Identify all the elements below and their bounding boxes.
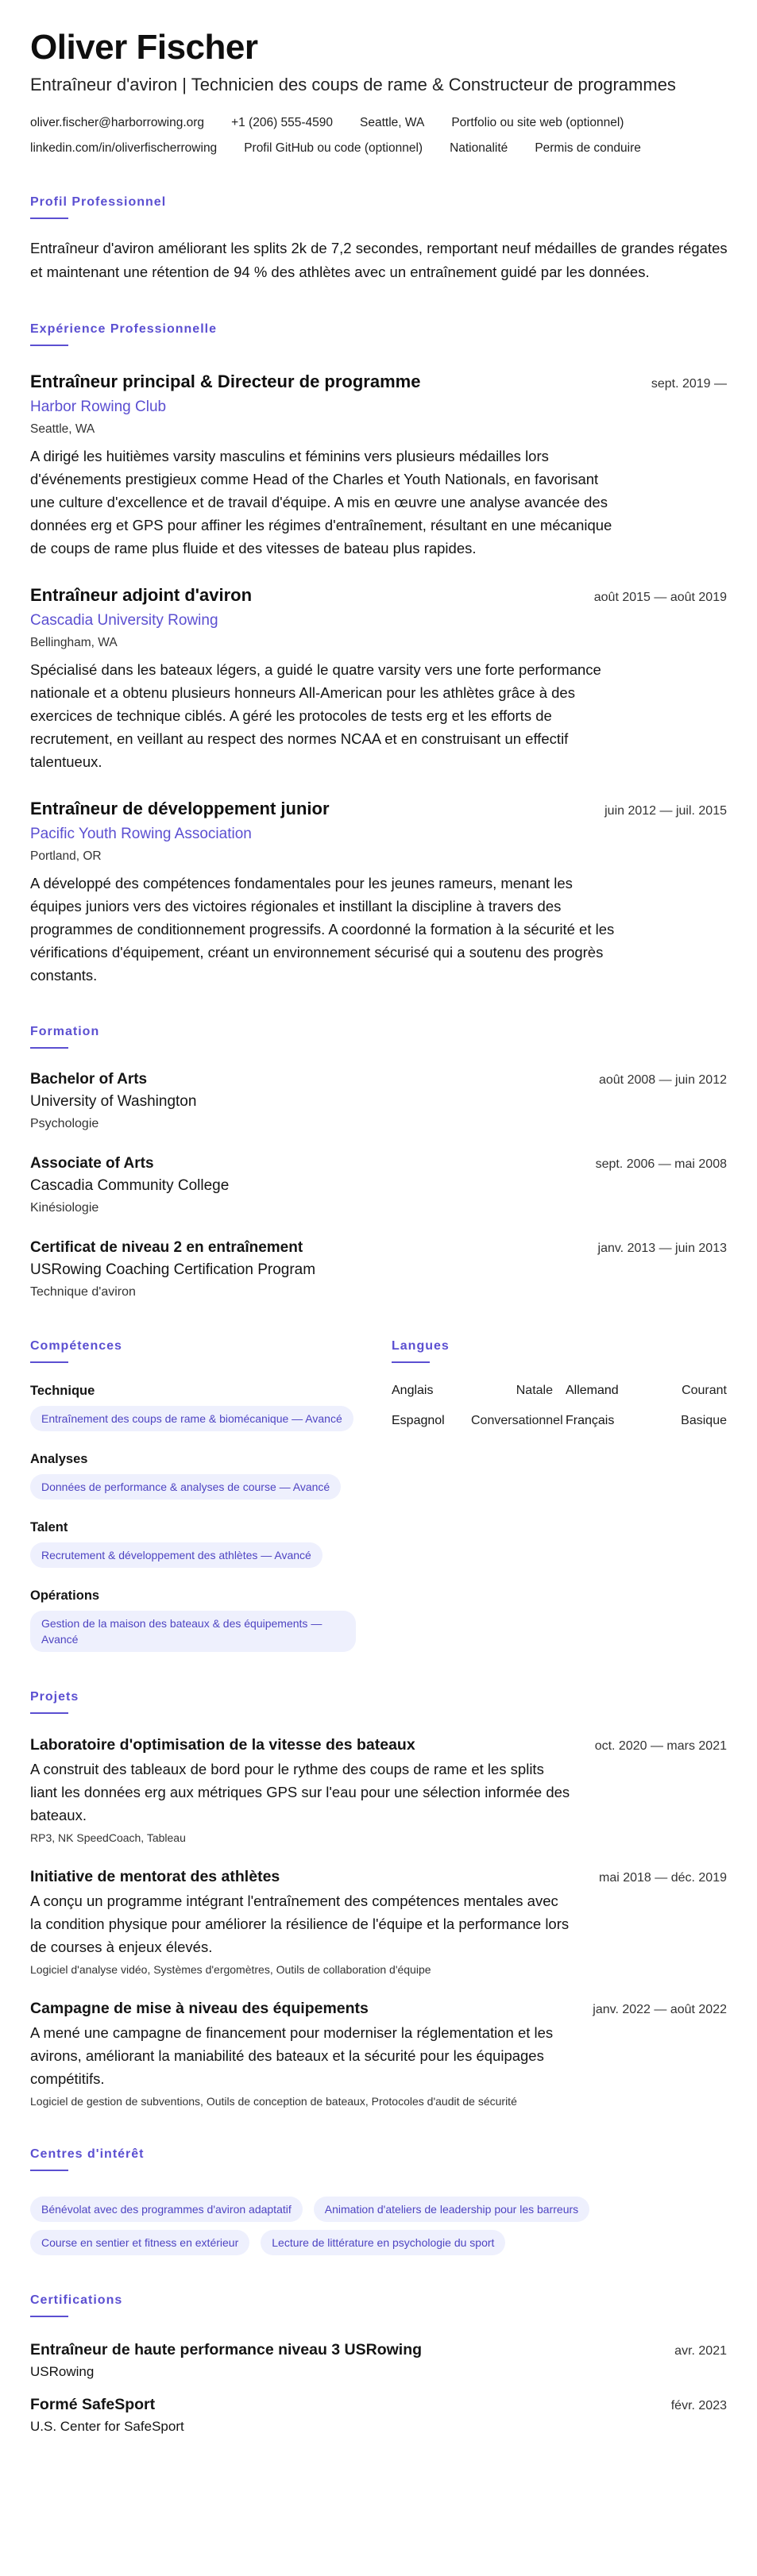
headline: Entraîneur d'aviron | Technicien des coups de rame & Constructeur de programmes bbox=[30, 75, 676, 94]
project-entry bbox=[30, 1735, 727, 1846]
project-entry bbox=[30, 1866, 727, 1977]
interest-pill: Animation d'ateliers de leadership pour les barreurs bbox=[314, 2197, 589, 2222]
project-title: Campagne de mise à niveau des équipements bbox=[30, 2000, 369, 2017]
education-field: Kinésiologie bbox=[30, 1201, 99, 1215]
section-projects bbox=[30, 1688, 727, 2109]
job-date: août 2015 — août 2019 bbox=[593, 591, 727, 604]
skill-pill: Données de performance & analyses de course — Avancé bbox=[30, 1474, 341, 1500]
job-location: Portland, OR bbox=[30, 849, 102, 863]
section-title-interests: Centres d'intérêt bbox=[30, 2147, 145, 2161]
project-description: A mené une campagne de financement pour moderniser la réglementation et les avirons, améliorant la maniabilité des bateaux et la sécurité pour les équipages compétitifs. bbox=[30, 2024, 554, 2087]
certification-date: févr. 2023 bbox=[670, 2399, 727, 2412]
contact-license: Permis de conduire bbox=[535, 141, 641, 155]
job-entry bbox=[30, 797, 727, 987]
project-tools: Logiciel d'analyse vidéo, Systèmes d'ergomètres, Outils de collaboration d'équipe bbox=[30, 1963, 431, 1976]
contact-nationality: Nationalité bbox=[450, 141, 508, 155]
language-name: Allemand bbox=[566, 1384, 619, 1397]
section-divider bbox=[30, 1361, 68, 1363]
section-interests bbox=[30, 2146, 727, 2255]
section-divider bbox=[30, 218, 68, 219]
section-languages bbox=[392, 1301, 727, 1652]
education-field: Psychologie bbox=[30, 1117, 99, 1130]
contact-phone[interactable]: +1 (206) 555-4590 bbox=[231, 116, 334, 129]
section-title-education: Formation bbox=[30, 1025, 100, 1038]
project-date: janv. 2022 — août 2022 bbox=[593, 2003, 727, 2016]
education-entry bbox=[30, 1069, 727, 1133]
section-skills bbox=[30, 1301, 392, 1652]
section-certifications bbox=[30, 2292, 727, 2436]
interest-pill: Bénévolat avec des programmes d'aviron adaptatif bbox=[30, 2197, 303, 2222]
section-divider bbox=[30, 1712, 68, 1714]
skill-group bbox=[30, 1519, 392, 1568]
job-company: Pacific Youth Rowing Association bbox=[30, 826, 252, 842]
section-title-experience: Expérience Professionnelle bbox=[30, 322, 217, 336]
skill-pill: Entraînement des coups de rame & biomécanique — Avancé bbox=[30, 1406, 353, 1431]
contact-portfolio[interactable]: Portfolio ou site web (optionnel) bbox=[451, 116, 624, 129]
job-entry bbox=[30, 370, 727, 560]
section-experience bbox=[30, 321, 727, 987]
skill-group-name: Talent bbox=[30, 1520, 68, 1534]
language-level: Courant bbox=[682, 1384, 727, 1397]
certification-entry bbox=[30, 2394, 727, 2436]
section-title-languages: Langues bbox=[392, 1339, 450, 1353]
job-title: Entraîneur de développement junior bbox=[30, 799, 330, 818]
skill-pill: Gestion de la maison des bateaux & des équipements — Avancé bbox=[30, 1611, 356, 1652]
interest-list bbox=[30, 2189, 729, 2255]
section-title-projects: Projets bbox=[30, 1690, 79, 1704]
project-entry bbox=[30, 1998, 727, 2109]
education-degree: Bachelor of Arts bbox=[30, 1071, 148, 1088]
job-date: juin 2012 — juil. 2015 bbox=[604, 804, 727, 818]
skills-languages-row bbox=[30, 1301, 727, 1652]
language-list bbox=[392, 1382, 727, 1430]
education-field: Technique d'aviron bbox=[30, 1285, 136, 1299]
job-location: Bellingham, WA bbox=[30, 636, 118, 649]
section-divider bbox=[392, 1361, 430, 1363]
candidate-name: Oliver Fischer bbox=[30, 28, 258, 67]
skill-pill: Recrutement & développement des athlètes — Avancé bbox=[30, 1542, 322, 1568]
project-title: Laboratoire d'optimisation de la vitesse des bateaux bbox=[30, 1736, 415, 1754]
education-degree: Associate of Arts bbox=[30, 1155, 154, 1172]
contact-list bbox=[30, 114, 727, 157]
section-education bbox=[30, 1023, 727, 1301]
skill-group-name: Technique bbox=[30, 1384, 95, 1398]
project-tools: RP3, NK SpeedCoach, Tableau bbox=[30, 1831, 186, 1844]
language-name: Français bbox=[566, 1414, 615, 1427]
education-degree: Certificat de niveau 2 en entraînement bbox=[30, 1239, 303, 1256]
contact-github[interactable]: Profil GitHub ou code (optionnel) bbox=[244, 141, 423, 155]
section-divider bbox=[30, 345, 68, 346]
job-description: A dirigé les huitièmes varsity masculins et féminins vers plusieurs médailles lors d'événements prestigieux comme Head of the Charles et Youth Nationals, en favorisant une culture d'excellence et de travail d'équipe. A mis en œuvre une analyse avancée des données erg et GPS pour affiner les régimes d'entraînement, résultant en une mécanique de coups de rame plus fluide et des vitesses de bateau plus rapides. bbox=[30, 448, 612, 556]
language-level: Natale bbox=[516, 1384, 553, 1397]
skill-group-name: Opérations bbox=[30, 1588, 100, 1603]
summary-text: Entraîneur d'aviron améliorant les splits 2k de 7,2 secondes, remportant neuf médailles de grandes régates et maintenant une rétention de 94 % des athlètes avec un entraînement guidé par les données. bbox=[30, 240, 728, 280]
job-title: Entraîneur adjoint d'aviron bbox=[30, 585, 253, 605]
education-school: USRowing Coaching Certification Program bbox=[30, 1261, 316, 1278]
skill-group bbox=[30, 1587, 392, 1652]
section-title-certifications: Certifications bbox=[30, 2293, 123, 2307]
resume-header bbox=[30, 27, 727, 157]
skill-group-name: Analyses bbox=[30, 1452, 88, 1466]
project-tools: Logiciel de gestion de subventions, Outils de conception de bateaux, Protocoles d'audit de sécurité bbox=[30, 2095, 517, 2108]
job-description: A développé des compétences fondamentales pour les jeunes rameurs, menant les équipes juniors vers des victoires régionales et instillant la discipline à travers des programmes de conditionnement progressifs. A coordonné la formation à la sécurité et les vérifications d'équipement, créant un environnement sécurisé qui a soutenu des progrès constants. bbox=[30, 875, 615, 984]
certification-issuer: USRowing bbox=[30, 2364, 95, 2379]
certification-date: avr. 2021 bbox=[674, 2344, 727, 2358]
education-entry bbox=[30, 1153, 727, 1217]
section-divider bbox=[30, 2170, 68, 2171]
language-name: Espagnol bbox=[392, 1414, 445, 1427]
project-date: oct. 2020 — mars 2021 bbox=[594, 1739, 727, 1753]
education-school: Cascadia Community College bbox=[30, 1177, 230, 1194]
project-description: A construit des tableaux de bord pour le rythme des coups de rame et les splits liant les données erg aux métriques GPS sur l'eau pour une sélection informée des bateaux. bbox=[30, 1761, 570, 1823]
education-date: sept. 2006 — mai 2008 bbox=[595, 1157, 727, 1171]
project-date: mai 2018 — déc. 2019 bbox=[599, 1871, 727, 1885]
education-date: août 2008 — juin 2012 bbox=[598, 1073, 727, 1087]
section-title-skills: Compétences bbox=[30, 1339, 122, 1353]
education-entry bbox=[30, 1238, 727, 1301]
contact-linkedin[interactable]: linkedin.com/in/oliverfischerrowing bbox=[30, 141, 218, 155]
job-date: sept. 2019 — bbox=[651, 377, 727, 391]
skill-group bbox=[30, 1450, 392, 1500]
language-name: Anglais bbox=[392, 1384, 434, 1397]
contact-location: Seattle, WA bbox=[360, 116, 425, 129]
certification-issuer: U.S. Center for SafeSport bbox=[30, 2419, 184, 2434]
section-divider bbox=[30, 1047, 68, 1049]
certification-title: Formé SafeSport bbox=[30, 2396, 156, 2413]
job-company: Cascadia University Rowing bbox=[30, 612, 218, 629]
education-date: janv. 2013 — juin 2013 bbox=[597, 1242, 727, 1255]
job-title: Entraîneur principal & Directeur de programme bbox=[30, 372, 421, 391]
contact-email[interactable]: oliver.fischer@harborrowing.org bbox=[30, 116, 205, 129]
project-title: Initiative de mentorat des athlètes bbox=[30, 1868, 280, 1885]
certification-entry bbox=[30, 2339, 727, 2382]
language-level: Basique bbox=[681, 1414, 727, 1427]
project-description: A conçu un programme intégrant l'entraînement des compétences mentales avec la condition physique pour améliorer la résilience de l'équipe et la performance lors de courses à enjeux élevés. bbox=[30, 1893, 570, 1955]
education-school: University of Washington bbox=[30, 1093, 197, 1110]
job-description: Spécialisé dans les bateaux légers, a guidé le quatre varsity vers une forte performance nationale et a obtenu plusieurs honneurs All-American pour les athlètes grâce à des exercices de technique ciblés. A géré les protocoles de tests erg et les efforts de recrutement, en veillant au respect des normes NCAA et en construisant un effectif talentueux. bbox=[30, 661, 601, 770]
section-summary bbox=[30, 194, 727, 284]
language-level: Conversationnel bbox=[471, 1414, 563, 1427]
skill-group bbox=[30, 1382, 392, 1431]
section-title-summary: Profil Professionnel bbox=[30, 195, 167, 209]
job-company: Harbor Rowing Club bbox=[30, 399, 167, 415]
job-entry bbox=[30, 583, 727, 773]
job-location: Seattle, WA bbox=[30, 422, 95, 436]
section-divider bbox=[30, 2316, 68, 2317]
interest-pill: Lecture de littérature en psychologie du sport bbox=[261, 2230, 505, 2255]
interest-pill: Course en sentier et fitness en extérieur bbox=[30, 2230, 249, 2255]
certification-title: Entraîneur de haute performance niveau 3 USRowing bbox=[30, 2341, 423, 2358]
